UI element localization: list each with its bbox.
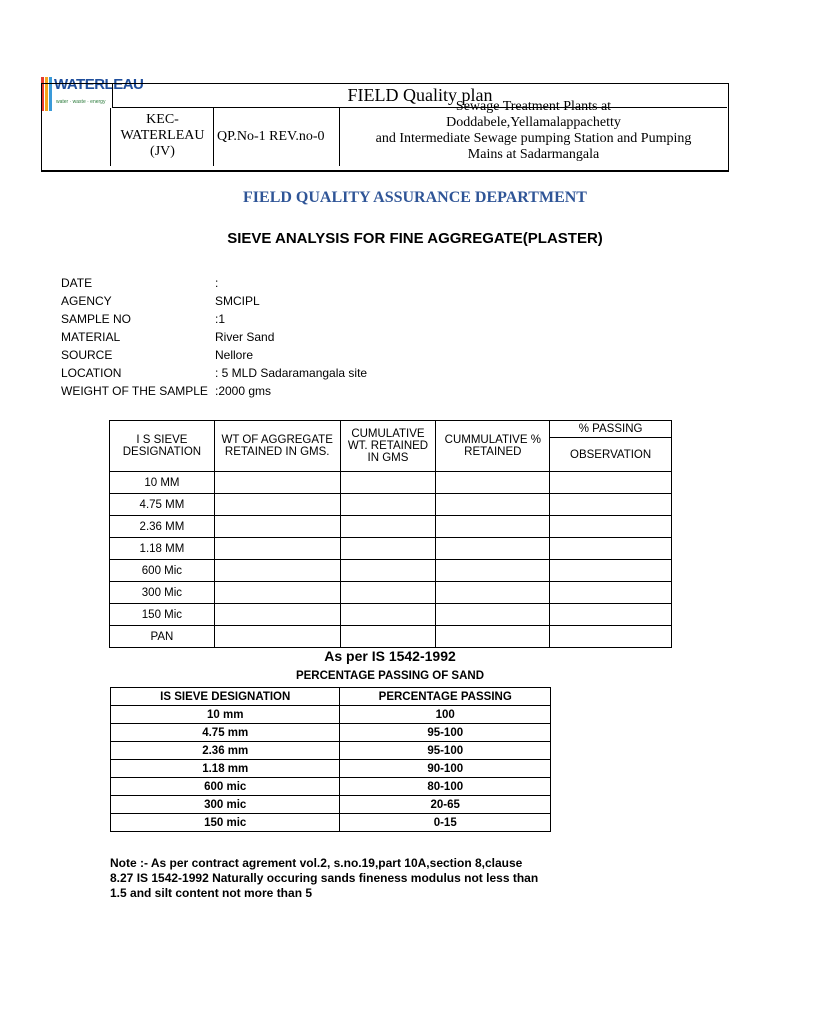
col-passing: % PASSING: [550, 421, 672, 438]
sieve-size-cell: 150 Mic: [110, 604, 215, 626]
note-line: 8.27 IS 1542-1992 Naturally occuring sands fineness modulus not less than: [110, 871, 539, 885]
company-cell: [112, 108, 214, 166]
info-value-agency: SMCIPL: [215, 294, 260, 308]
sieve-size-cell: 600 Mic: [110, 560, 215, 582]
note-line: Note :- As per contract agrement vol.2, s.no.19,part 10A,section 8,clause: [110, 856, 523, 870]
logo-name: WATERLEAU: [54, 76, 144, 93]
sieve-size-cell: 300 Mic: [110, 582, 215, 604]
table-header-row: [110, 421, 672, 438]
std-passing-cell: 100: [340, 706, 551, 724]
std-passing-cell: 80-100: [340, 778, 551, 796]
info-label-material: MATERIAL: [61, 330, 121, 344]
sieve-size-cell: 10 MM: [110, 472, 215, 494]
info-label-source: SOURCE: [61, 348, 113, 362]
table-row: [111, 796, 551, 814]
contract-note: [110, 856, 570, 901]
table-row: [110, 626, 672, 648]
std-passing-cell: 90-100: [340, 760, 551, 778]
note-line: 1.5 and silt content not more than 5: [110, 886, 313, 900]
company-line: (JV): [150, 144, 175, 159]
col-cumulative-wt: CUMULATIVE WT. RETAINED IN GMS: [340, 421, 436, 472]
sieve-size-cell: PAN: [110, 626, 215, 648]
table-row: [110, 538, 672, 560]
std-sieve-cell: 600 mic: [111, 778, 340, 796]
info-value-location: : 5 MLD Sadaramangala site: [215, 366, 368, 380]
table-row: [110, 582, 672, 604]
project-line: and Intermediate Sewage pumping Station and Pumping: [375, 131, 692, 146]
logo-tagline: water · waste · energy: [56, 99, 106, 105]
info-label-sample: SAMPLE NO: [61, 312, 132, 326]
std-passing-cell: 95-100: [340, 742, 551, 760]
table-row: [110, 494, 672, 516]
standard-passing-table: [110, 687, 551, 832]
department-heading: FIELD QUALITY ASSURANCE DEPARTMENT: [243, 189, 587, 206]
std-sieve-cell: 300 mic: [111, 796, 340, 814]
sieve-size-cell: 1.18 MM: [110, 538, 215, 560]
col-cumulative-pct: CUMMULATIVE % RETAINED: [436, 421, 550, 472]
info-label-location: LOCATION: [61, 366, 122, 380]
info-label-date: DATE: [61, 276, 93, 290]
info-label-weight: WEIGHT OF THE SAMPLE: [61, 384, 208, 398]
qp-revision-cell: QP.No-1 REV.no-0: [215, 108, 340, 166]
std-passing-cell: 0-15: [340, 814, 551, 832]
table-row: [111, 724, 551, 742]
sieve-size-cell: 4.75 MM: [110, 494, 215, 516]
table-row: [110, 560, 672, 582]
info-value-source: Nellore: [215, 348, 254, 362]
std-passing-cell: 95-100: [340, 724, 551, 742]
page-title: FIELD Quality plan: [112, 83, 727, 108]
project-line: Sewage Treatment Plants at: [455, 99, 612, 114]
sieve-size-cell: 2.36 MM: [110, 516, 215, 538]
info-value-sample: :1: [215, 312, 226, 326]
table-row: [111, 760, 551, 778]
table-row: [111, 814, 551, 832]
project-cell: [341, 99, 726, 166]
info-value-material: River Sand: [215, 330, 275, 344]
col-observation: OBSERVATION: [550, 438, 672, 472]
std-sieve-cell: 10 mm: [111, 706, 340, 724]
std-passing-cell: 20-65: [340, 796, 551, 814]
standard-subheading: PERCENTAGE PASSING OF SAND: [295, 670, 485, 682]
table-header-row: [111, 688, 551, 706]
info-value-weight: :2000 gms: [215, 384, 272, 398]
table-row: [110, 472, 672, 494]
std-sieve-cell: 2.36 mm: [111, 742, 340, 760]
company-line: KEC-: [146, 112, 179, 127]
table-row: [111, 742, 551, 760]
col-sieve-designation: I S SIEVE DESIGNATION: [110, 421, 215, 472]
project-line: Doddabele,Yellamalappachetty: [446, 115, 621, 130]
std-sieve-cell: 1.18 mm: [111, 760, 340, 778]
header-blank-cell: [42, 108, 111, 166]
table-row: [111, 778, 551, 796]
info-label-agency: AGENCY: [61, 294, 112, 308]
table-row: [111, 706, 551, 724]
table-row: [110, 516, 672, 538]
sieve-analysis-table: [109, 420, 672, 648]
col-is-sieve: IS SIEVE DESIGNATION: [111, 688, 340, 706]
standard-heading: As per IS 1542-1992: [324, 648, 456, 664]
company-line: WATERLEAU: [120, 128, 205, 143]
std-sieve-cell: 4.75 mm: [111, 724, 340, 742]
table-row: [110, 604, 672, 626]
col-wt-retained: WT OF AGGREGATE RETAINED IN GMS.: [214, 421, 340, 472]
document-subtitle: SIEVE ANALYSIS FOR FINE AGGREGATE(PLASTER): [227, 230, 603, 247]
header-divider: [41, 171, 727, 172]
project-line: Mains at Sadarmangala: [467, 147, 600, 162]
info-value-date: :: [215, 276, 219, 290]
col-percentage-passing: PERCENTAGE PASSING: [340, 688, 551, 706]
std-sieve-cell: 150 mic: [111, 814, 340, 832]
